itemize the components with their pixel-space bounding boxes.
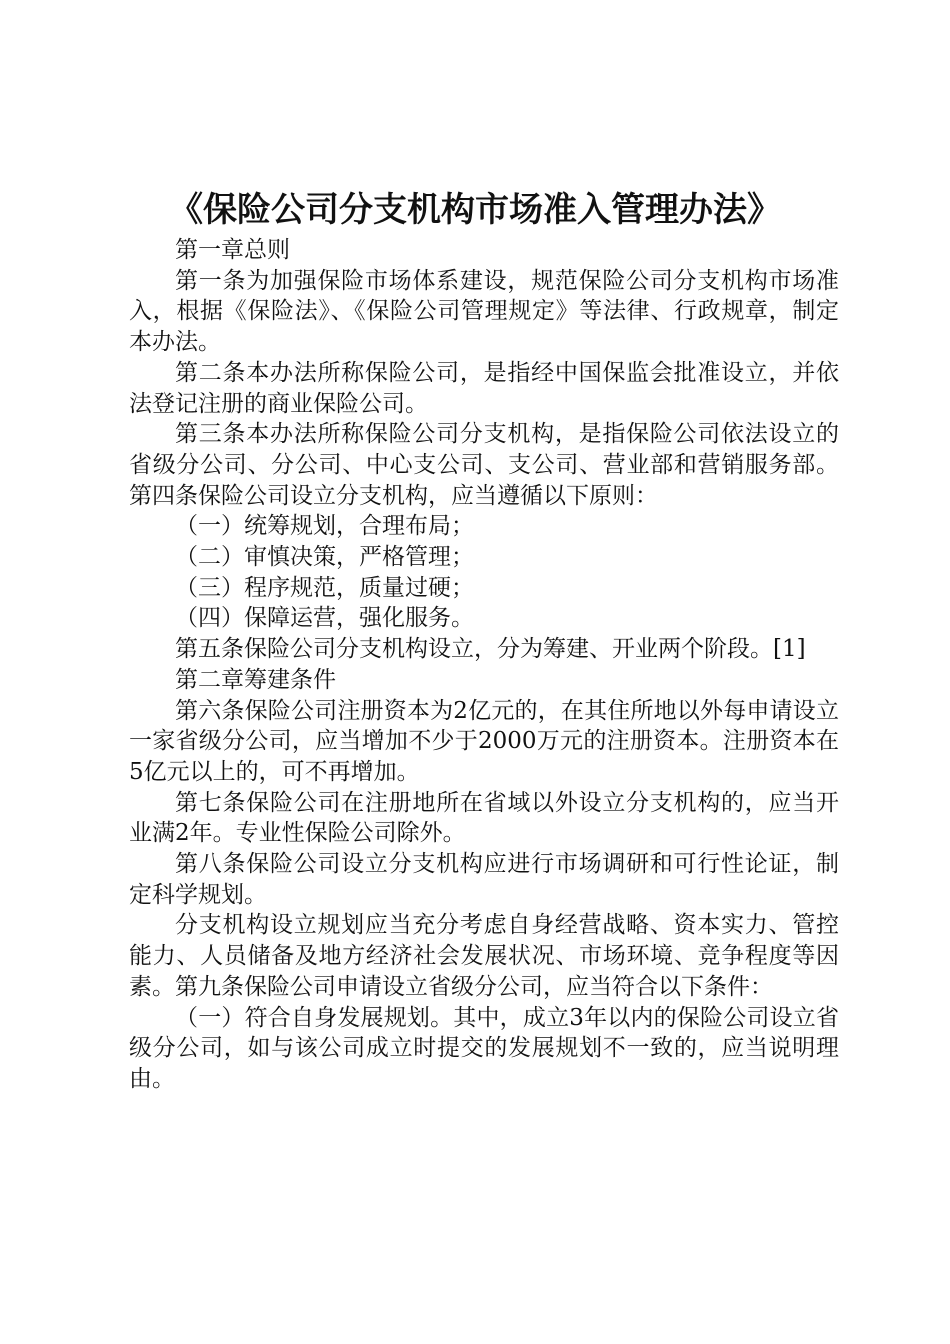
article-paragraph: 第一条为加强保险市场体系建设，规范保险公司分支机构市场准入，根据《保险法》、《保险公司管理规定》等法律、行政规章，制定本办法。 xyxy=(129,267,839,356)
list-item: （二）审慎决策，严格管理； xyxy=(175,544,474,571)
article-paragraph: 分支机构设立规划应当充分考虑自身经营战略、资本实力、管控能力、人员储备及地方经济社会发展状况、市场环境、竞争程度等因素。第九条保险公司申请设立省级分公司，应当符合以下条件： xyxy=(129,912,839,1000)
document-title: 《保险公司分支机构市场准入管理办法》 xyxy=(169,190,781,230)
article-paragraph: 第五条保险公司分支机构设立，分为筹建、开业两个阶段。[1] xyxy=(175,636,806,663)
document-body xyxy=(129,235,839,1095)
article-paragraph: 第七条保险公司在注册地所在省域以外设立分支机构的，应当开业满2年。专业性保险公司除外。 xyxy=(129,789,839,847)
list-item: （一）符合自身发展规划。其中，成立3年以内的保险公司设立省级分公司，如与该公司成立时提交的发展规划不一致的，应当说明理由。 xyxy=(129,1004,839,1092)
article-paragraph: 第六条保险公司注册资本为2亿元的，在其住所地以外每申请设立一家省级分公司，应当增加不少于2000万元的注册资本。注册资本在5亿元以上的，可不再增加。 xyxy=(129,697,839,785)
article-paragraph: 第二条本办法所称保险公司，是指经中国保监会批准设立，并依法登记注册的商业保险公司。 xyxy=(129,359,839,417)
article-paragraph: 第八条保险公司设立分支机构应进行市场调研和可行性论证，制定科学规划。 xyxy=(129,851,839,908)
list-item: （一）统筹规划，合理布局； xyxy=(175,513,474,540)
chapter-heading: 第一章总则 xyxy=(175,237,290,263)
article-paragraph: 第三条本办法所称保险公司分支机构，是指保险公司依法设立的省级分公司、分公司、中心支公司、支公司、营业部和营销服务部。第四条保险公司设立分支机构，应当遵循以下原则： xyxy=(129,421,839,509)
list-item: （四）保障运营，强化服务。 xyxy=(175,605,474,632)
list-item: （三）程序规范，质量过硬； xyxy=(175,574,474,601)
chapter-heading: 第二章筹建条件 xyxy=(175,666,336,693)
